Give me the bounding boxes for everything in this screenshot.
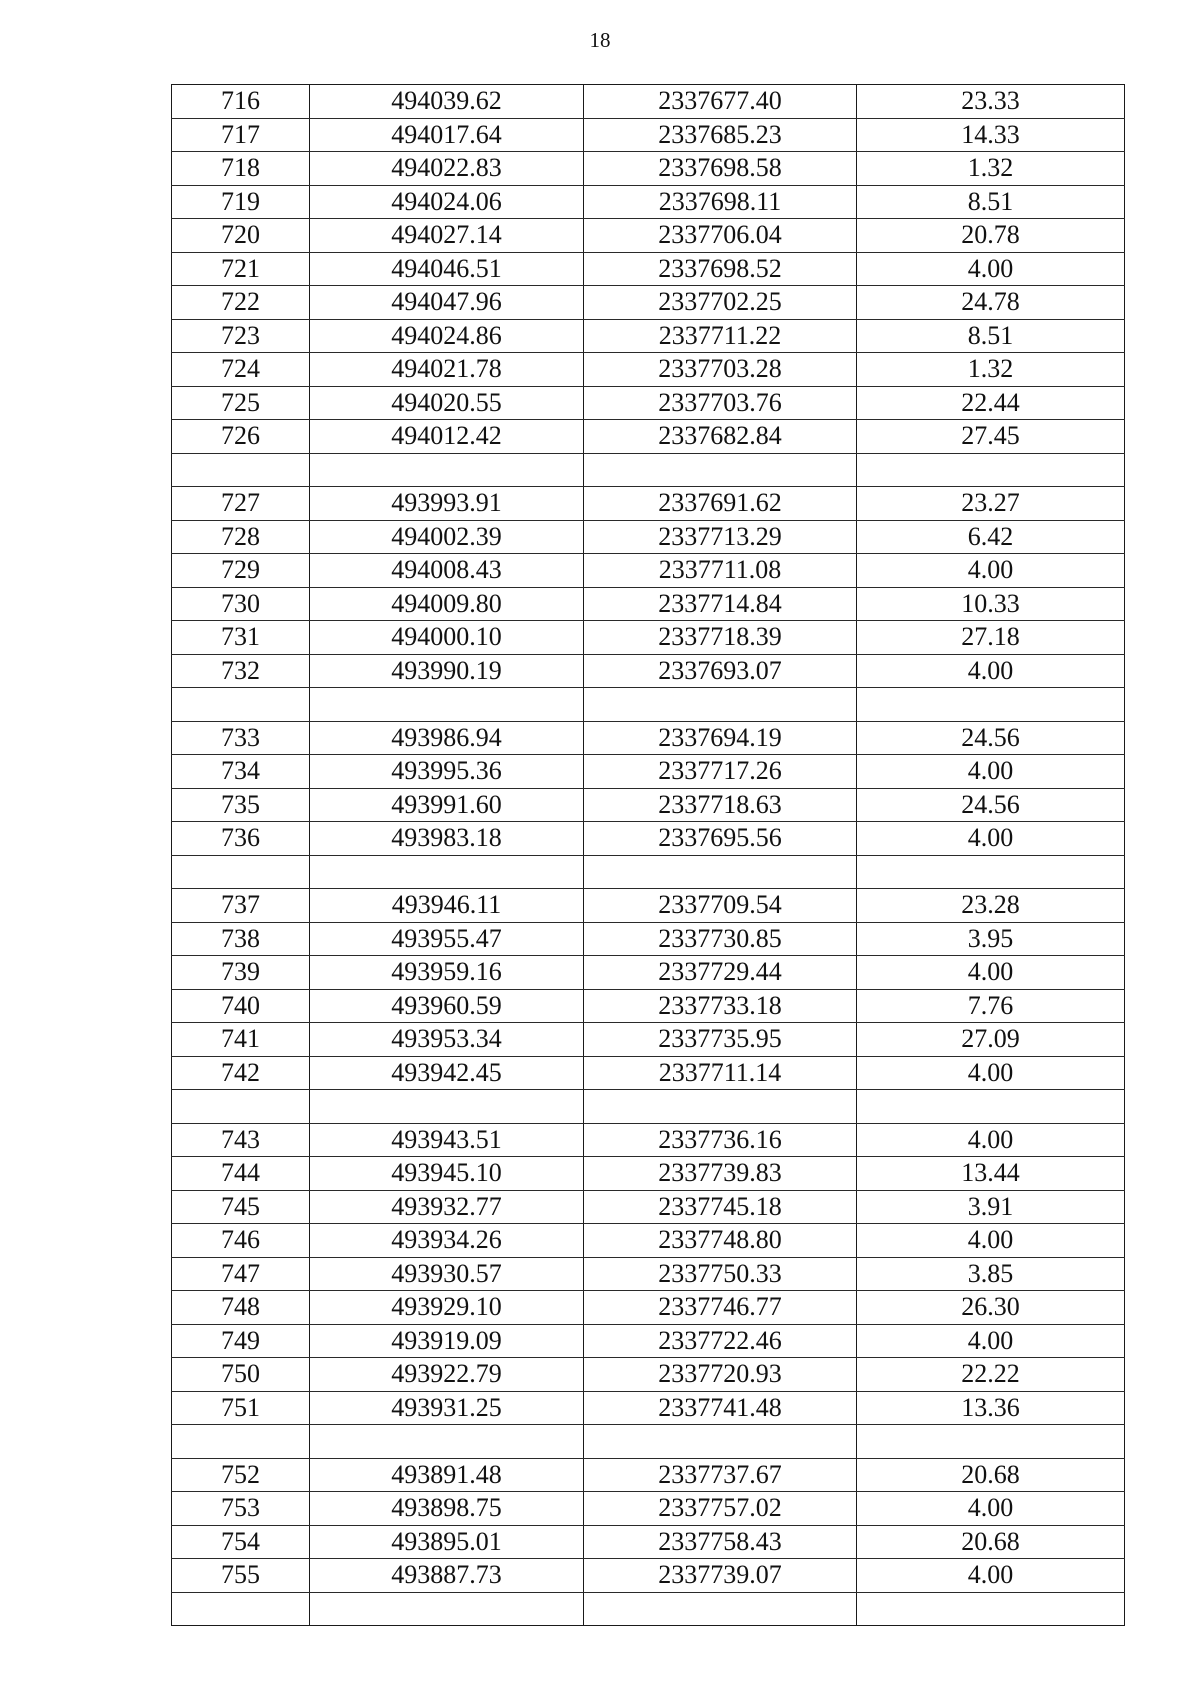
coordinate-table bbox=[171, 84, 1125, 1626]
y-coordinate-cell: 2337698.58 bbox=[584, 152, 857, 186]
y-coordinate-cell: 2337709.54 bbox=[584, 889, 857, 923]
y-coordinate-cell bbox=[584, 1592, 857, 1626]
point-number-cell: 741 bbox=[172, 1023, 310, 1057]
x-coordinate-cell: 493995.36 bbox=[310, 755, 584, 789]
table-row bbox=[172, 453, 1125, 487]
x-coordinate-cell: 494012.42 bbox=[310, 420, 584, 454]
table-row bbox=[172, 889, 1125, 923]
y-coordinate-cell: 2337711.22 bbox=[584, 319, 857, 353]
point-number-cell: 726 bbox=[172, 420, 310, 454]
table-row bbox=[172, 1358, 1125, 1392]
y-coordinate-cell: 2337713.29 bbox=[584, 520, 857, 554]
y-coordinate-cell: 2337706.04 bbox=[584, 219, 857, 253]
x-coordinate-cell bbox=[310, 1592, 584, 1626]
point-number-cell: 722 bbox=[172, 286, 310, 320]
table-row bbox=[172, 755, 1125, 789]
x-coordinate-cell bbox=[310, 1425, 584, 1459]
distance-cell: 20.78 bbox=[857, 219, 1125, 253]
x-coordinate-cell: 493922.79 bbox=[310, 1358, 584, 1392]
table-row bbox=[172, 554, 1125, 588]
distance-cell: 27.18 bbox=[857, 621, 1125, 655]
point-number-cell: 751 bbox=[172, 1391, 310, 1425]
x-coordinate-cell: 493932.77 bbox=[310, 1190, 584, 1224]
x-coordinate-cell: 494024.86 bbox=[310, 319, 584, 353]
distance-cell: 4.00 bbox=[857, 1324, 1125, 1358]
table-row bbox=[172, 152, 1125, 186]
x-coordinate-cell: 493946.11 bbox=[310, 889, 584, 923]
y-coordinate-cell: 2337693.07 bbox=[584, 654, 857, 688]
point-number-cell: 732 bbox=[172, 654, 310, 688]
table-row bbox=[172, 319, 1125, 353]
distance-cell: 23.33 bbox=[857, 85, 1125, 119]
point-number-cell: 721 bbox=[172, 252, 310, 286]
distance-cell: 22.44 bbox=[857, 386, 1125, 420]
table-row bbox=[172, 688, 1125, 722]
table-row bbox=[172, 1056, 1125, 1090]
x-coordinate-cell bbox=[310, 1090, 584, 1124]
table-row bbox=[172, 1492, 1125, 1526]
y-coordinate-cell: 2337718.63 bbox=[584, 788, 857, 822]
point-number-cell: 743 bbox=[172, 1123, 310, 1157]
table-row bbox=[172, 118, 1125, 152]
x-coordinate-cell: 493953.34 bbox=[310, 1023, 584, 1057]
distance-cell: 7.76 bbox=[857, 989, 1125, 1023]
table-row bbox=[172, 822, 1125, 856]
table-row bbox=[172, 487, 1125, 521]
table-row bbox=[172, 855, 1125, 889]
y-coordinate-cell: 2337730.85 bbox=[584, 922, 857, 956]
point-number-cell: 725 bbox=[172, 386, 310, 420]
point-number-cell: 720 bbox=[172, 219, 310, 253]
point-number-cell: 731 bbox=[172, 621, 310, 655]
y-coordinate-cell: 2337711.14 bbox=[584, 1056, 857, 1090]
y-coordinate-cell: 2337698.52 bbox=[584, 252, 857, 286]
distance-cell: 20.68 bbox=[857, 1525, 1125, 1559]
distance-cell: 6.42 bbox=[857, 520, 1125, 554]
table-row bbox=[172, 85, 1125, 119]
distance-cell: 23.27 bbox=[857, 487, 1125, 521]
point-number-cell: 749 bbox=[172, 1324, 310, 1358]
y-coordinate-cell bbox=[584, 688, 857, 722]
distance-cell bbox=[857, 1592, 1125, 1626]
distance-cell bbox=[857, 1090, 1125, 1124]
table-row bbox=[172, 1123, 1125, 1157]
y-coordinate-cell: 2337748.80 bbox=[584, 1224, 857, 1258]
point-number-cell: 719 bbox=[172, 185, 310, 219]
y-coordinate-cell: 2337717.26 bbox=[584, 755, 857, 789]
y-coordinate-cell: 2337737.67 bbox=[584, 1458, 857, 1492]
distance-cell: 24.78 bbox=[857, 286, 1125, 320]
x-coordinate-cell bbox=[310, 855, 584, 889]
y-coordinate-cell: 2337682.84 bbox=[584, 420, 857, 454]
y-coordinate-cell: 2337729.44 bbox=[584, 956, 857, 990]
table-row bbox=[172, 1525, 1125, 1559]
table-row bbox=[172, 1592, 1125, 1626]
distance-cell: 24.56 bbox=[857, 788, 1125, 822]
y-coordinate-cell bbox=[584, 855, 857, 889]
table-row bbox=[172, 520, 1125, 554]
point-number-cell: 753 bbox=[172, 1492, 310, 1526]
point-number-cell bbox=[172, 1090, 310, 1124]
y-coordinate-cell: 2337750.33 bbox=[584, 1257, 857, 1291]
table-row bbox=[172, 286, 1125, 320]
y-coordinate-cell: 2337691.62 bbox=[584, 487, 857, 521]
point-number-cell: 727 bbox=[172, 487, 310, 521]
x-coordinate-cell: 494039.62 bbox=[310, 85, 584, 119]
x-coordinate-cell: 493895.01 bbox=[310, 1525, 584, 1559]
x-coordinate-cell: 494046.51 bbox=[310, 252, 584, 286]
distance-cell: 4.00 bbox=[857, 1492, 1125, 1526]
x-coordinate-cell: 494027.14 bbox=[310, 219, 584, 253]
table-row bbox=[172, 721, 1125, 755]
table-row bbox=[172, 185, 1125, 219]
point-number-cell: 729 bbox=[172, 554, 310, 588]
table-row bbox=[172, 252, 1125, 286]
y-coordinate-cell: 2337722.46 bbox=[584, 1324, 857, 1358]
distance-cell: 22.22 bbox=[857, 1358, 1125, 1392]
table-row bbox=[172, 353, 1125, 387]
table-row bbox=[172, 1291, 1125, 1325]
y-coordinate-cell: 2337698.11 bbox=[584, 185, 857, 219]
x-coordinate-cell: 493929.10 bbox=[310, 1291, 584, 1325]
distance-cell: 1.32 bbox=[857, 353, 1125, 387]
x-coordinate-cell: 493898.75 bbox=[310, 1492, 584, 1526]
y-coordinate-cell: 2337758.43 bbox=[584, 1525, 857, 1559]
distance-cell: 27.45 bbox=[857, 420, 1125, 454]
point-number-cell: 745 bbox=[172, 1190, 310, 1224]
y-coordinate-cell bbox=[584, 1090, 857, 1124]
y-coordinate-cell: 2337741.48 bbox=[584, 1391, 857, 1425]
distance-cell: 24.56 bbox=[857, 721, 1125, 755]
distance-cell: 4.00 bbox=[857, 1123, 1125, 1157]
coordinate-table-body bbox=[172, 85, 1125, 1626]
distance-cell: 20.68 bbox=[857, 1458, 1125, 1492]
table-row bbox=[172, 1224, 1125, 1258]
x-coordinate-cell: 493934.26 bbox=[310, 1224, 584, 1258]
x-coordinate-cell: 493986.94 bbox=[310, 721, 584, 755]
distance-cell: 4.00 bbox=[857, 1224, 1125, 1258]
distance-cell: 4.00 bbox=[857, 554, 1125, 588]
point-number-cell: 755 bbox=[172, 1559, 310, 1593]
point-number-cell: 739 bbox=[172, 956, 310, 990]
y-coordinate-cell: 2337703.76 bbox=[584, 386, 857, 420]
y-coordinate-cell: 2337735.95 bbox=[584, 1023, 857, 1057]
y-coordinate-cell: 2337711.08 bbox=[584, 554, 857, 588]
y-coordinate-cell: 2337739.83 bbox=[584, 1157, 857, 1191]
table-row bbox=[172, 587, 1125, 621]
table-row bbox=[172, 219, 1125, 253]
y-coordinate-cell: 2337677.40 bbox=[584, 85, 857, 119]
table-row bbox=[172, 1324, 1125, 1358]
table-row bbox=[172, 654, 1125, 688]
table-row bbox=[172, 1425, 1125, 1459]
x-coordinate-cell: 493990.19 bbox=[310, 654, 584, 688]
y-coordinate-cell: 2337745.18 bbox=[584, 1190, 857, 1224]
point-number-cell: 736 bbox=[172, 822, 310, 856]
y-coordinate-cell bbox=[584, 1425, 857, 1459]
distance-cell: 4.00 bbox=[857, 1056, 1125, 1090]
y-coordinate-cell: 2337718.39 bbox=[584, 621, 857, 655]
x-coordinate-cell: 493931.25 bbox=[310, 1391, 584, 1425]
table-row bbox=[172, 956, 1125, 990]
table-row bbox=[172, 989, 1125, 1023]
x-coordinate-cell: 494021.78 bbox=[310, 353, 584, 387]
point-number-cell: 723 bbox=[172, 319, 310, 353]
x-coordinate-cell: 493919.09 bbox=[310, 1324, 584, 1358]
distance-cell bbox=[857, 855, 1125, 889]
point-number-cell bbox=[172, 1425, 310, 1459]
point-number-cell: 754 bbox=[172, 1525, 310, 1559]
table-row bbox=[172, 1559, 1125, 1593]
point-number-cell: 728 bbox=[172, 520, 310, 554]
x-coordinate-cell: 494000.10 bbox=[310, 621, 584, 655]
table-row bbox=[172, 1157, 1125, 1191]
point-number-cell: 742 bbox=[172, 1056, 310, 1090]
table-row bbox=[172, 386, 1125, 420]
point-number-cell bbox=[172, 453, 310, 487]
table-row bbox=[172, 1458, 1125, 1492]
x-coordinate-cell: 494024.06 bbox=[310, 185, 584, 219]
x-coordinate-cell: 494047.96 bbox=[310, 286, 584, 320]
table-row bbox=[172, 1257, 1125, 1291]
table-row bbox=[172, 1391, 1125, 1425]
y-coordinate-cell: 2337757.02 bbox=[584, 1492, 857, 1526]
point-number-cell: 734 bbox=[172, 755, 310, 789]
distance-cell: 4.00 bbox=[857, 822, 1125, 856]
point-number-cell: 748 bbox=[172, 1291, 310, 1325]
y-coordinate-cell: 2337736.16 bbox=[584, 1123, 857, 1157]
table-row bbox=[172, 1090, 1125, 1124]
point-number-cell: 744 bbox=[172, 1157, 310, 1191]
table-row bbox=[172, 1190, 1125, 1224]
x-coordinate-cell: 494022.83 bbox=[310, 152, 584, 186]
point-number-cell: 750 bbox=[172, 1358, 310, 1392]
x-coordinate-cell: 493983.18 bbox=[310, 822, 584, 856]
point-number-cell: 747 bbox=[172, 1257, 310, 1291]
y-coordinate-cell: 2337746.77 bbox=[584, 1291, 857, 1325]
x-coordinate-cell: 493942.45 bbox=[310, 1056, 584, 1090]
point-number-cell: 717 bbox=[172, 118, 310, 152]
x-coordinate-cell: 494020.55 bbox=[310, 386, 584, 420]
point-number-cell: 735 bbox=[172, 788, 310, 822]
x-coordinate-cell: 493960.59 bbox=[310, 989, 584, 1023]
x-coordinate-cell: 494017.64 bbox=[310, 118, 584, 152]
y-coordinate-cell: 2337685.23 bbox=[584, 118, 857, 152]
y-coordinate-cell: 2337694.19 bbox=[584, 721, 857, 755]
distance-cell: 4.00 bbox=[857, 252, 1125, 286]
x-coordinate-cell: 494009.80 bbox=[310, 587, 584, 621]
y-coordinate-cell: 2337739.07 bbox=[584, 1559, 857, 1593]
distance-cell: 26.30 bbox=[857, 1291, 1125, 1325]
y-coordinate-cell: 2337720.93 bbox=[584, 1358, 857, 1392]
x-coordinate-cell: 493891.48 bbox=[310, 1458, 584, 1492]
table-row bbox=[172, 420, 1125, 454]
point-number-cell bbox=[172, 1592, 310, 1626]
point-number-cell: 730 bbox=[172, 587, 310, 621]
point-number-cell: 716 bbox=[172, 85, 310, 119]
point-number-cell: 752 bbox=[172, 1458, 310, 1492]
x-coordinate-cell: 494002.39 bbox=[310, 520, 584, 554]
y-coordinate-cell: 2337733.18 bbox=[584, 989, 857, 1023]
point-number-cell: 733 bbox=[172, 721, 310, 755]
point-number-cell bbox=[172, 855, 310, 889]
table-row bbox=[172, 621, 1125, 655]
distance-cell: 4.00 bbox=[857, 956, 1125, 990]
distance-cell: 3.95 bbox=[857, 922, 1125, 956]
point-number-cell: 746 bbox=[172, 1224, 310, 1258]
x-coordinate-cell: 493959.16 bbox=[310, 956, 584, 990]
point-number-cell: 740 bbox=[172, 989, 310, 1023]
distance-cell bbox=[857, 453, 1125, 487]
distance-cell: 4.00 bbox=[857, 654, 1125, 688]
y-coordinate-cell: 2337695.56 bbox=[584, 822, 857, 856]
x-coordinate-cell: 493955.47 bbox=[310, 922, 584, 956]
table-row bbox=[172, 1023, 1125, 1057]
distance-cell: 14.33 bbox=[857, 118, 1125, 152]
distance-cell: 13.36 bbox=[857, 1391, 1125, 1425]
x-coordinate-cell: 493991.60 bbox=[310, 788, 584, 822]
distance-cell: 3.85 bbox=[857, 1257, 1125, 1291]
point-number-cell: 737 bbox=[172, 889, 310, 923]
distance-cell bbox=[857, 1425, 1125, 1459]
distance-cell: 4.00 bbox=[857, 755, 1125, 789]
y-coordinate-cell: 2337714.84 bbox=[584, 587, 857, 621]
x-coordinate-cell: 493887.73 bbox=[310, 1559, 584, 1593]
y-coordinate-cell: 2337703.28 bbox=[584, 353, 857, 387]
distance-cell: 10.33 bbox=[857, 587, 1125, 621]
point-number-cell: 724 bbox=[172, 353, 310, 387]
point-number-cell: 738 bbox=[172, 922, 310, 956]
distance-cell: 23.28 bbox=[857, 889, 1125, 923]
table-row bbox=[172, 922, 1125, 956]
page-number: 18 bbox=[589, 28, 611, 52]
table-row bbox=[172, 788, 1125, 822]
x-coordinate-cell: 494008.43 bbox=[310, 554, 584, 588]
x-coordinate-cell: 493993.91 bbox=[310, 487, 584, 521]
distance-cell: 8.51 bbox=[857, 319, 1125, 353]
x-coordinate-cell: 493943.51 bbox=[310, 1123, 584, 1157]
distance-cell: 8.51 bbox=[857, 185, 1125, 219]
distance-cell: 27.09 bbox=[857, 1023, 1125, 1057]
distance-cell: 1.32 bbox=[857, 152, 1125, 186]
distance-cell bbox=[857, 688, 1125, 722]
x-coordinate-cell bbox=[310, 688, 584, 722]
x-coordinate-cell: 493930.57 bbox=[310, 1257, 584, 1291]
x-coordinate-cell: 493945.10 bbox=[310, 1157, 584, 1191]
distance-cell: 4.00 bbox=[857, 1559, 1125, 1593]
point-number-cell bbox=[172, 688, 310, 722]
y-coordinate-cell bbox=[584, 453, 857, 487]
point-number-cell: 718 bbox=[172, 152, 310, 186]
x-coordinate-cell bbox=[310, 453, 584, 487]
y-coordinate-cell: 2337702.25 bbox=[584, 286, 857, 320]
distance-cell: 3.91 bbox=[857, 1190, 1125, 1224]
distance-cell: 13.44 bbox=[857, 1157, 1125, 1191]
